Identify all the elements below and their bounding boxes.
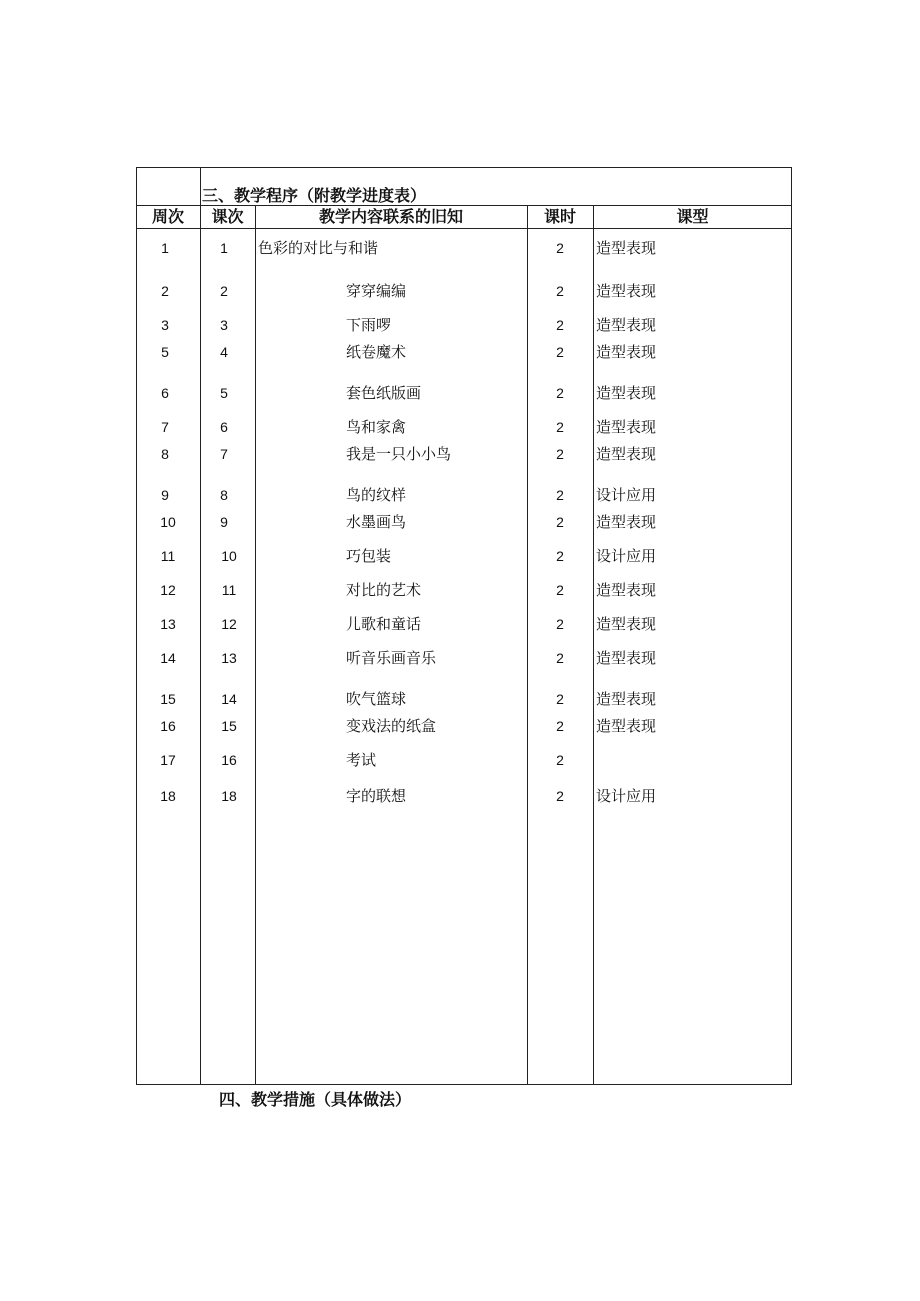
- table-row: [136, 511, 792, 533]
- table-divider: [136, 228, 792, 229]
- hours-cell: 2: [556, 283, 564, 299]
- hours-cell: 2: [556, 514, 564, 530]
- lesson-cell: 11: [221, 582, 237, 598]
- week-cell: 11: [160, 548, 176, 564]
- week-cell: 12: [160, 582, 176, 598]
- content-cell: 吹气篮球: [346, 690, 407, 708]
- content-cell: 鸟和家禽: [346, 418, 407, 436]
- hours-cell: 2: [556, 487, 564, 503]
- header-hours: 课时: [543, 207, 576, 226]
- table-row: [136, 688, 792, 710]
- table-row: [136, 749, 792, 771]
- week-cell: 16: [160, 718, 176, 734]
- week-cell: 7: [161, 419, 169, 435]
- table-divider: [527, 205, 528, 1085]
- next-section-title: 四、教学措施（具体做法）: [219, 1090, 412, 1109]
- content-cell: 听音乐画音乐: [346, 649, 437, 667]
- lesson-cell: 14: [221, 691, 237, 707]
- type-cell: 造型表现: [596, 690, 657, 708]
- content-cell: 穿穿编编: [346, 282, 407, 300]
- content-cell: 水墨画鸟: [346, 513, 407, 531]
- type-cell: 设计应用: [596, 787, 657, 805]
- type-cell: 造型表现: [596, 649, 657, 667]
- lesson-cell: 8: [220, 487, 228, 503]
- content-cell: 变戏法的纸盒: [346, 717, 437, 735]
- week-cell: 3: [161, 317, 169, 333]
- type-cell: 造型表现: [596, 615, 657, 633]
- table-row: [136, 579, 792, 601]
- type-cell: 造型表现: [596, 513, 657, 531]
- hours-cell: 2: [556, 240, 564, 256]
- lesson-cell: 16: [221, 752, 237, 768]
- table-row: [136, 715, 792, 737]
- hours-cell: 2: [556, 419, 564, 435]
- week-cell: 13: [160, 616, 176, 632]
- week-cell: 5: [161, 344, 169, 360]
- table-row: [136, 341, 792, 363]
- type-cell: 造型表现: [596, 717, 657, 735]
- hours-cell: 2: [556, 548, 564, 564]
- type-cell: 造型表现: [596, 316, 657, 334]
- hours-cell: 2: [556, 691, 564, 707]
- week-cell: 10: [160, 514, 176, 530]
- content-cell: 纸卷魔术: [346, 343, 407, 361]
- week-cell: 8: [161, 446, 169, 462]
- table-divider: [593, 205, 594, 1085]
- type-cell: 设计应用: [596, 486, 657, 504]
- header-week: 周次: [151, 207, 184, 226]
- lesson-cell: 6: [220, 419, 228, 435]
- table-row: [136, 785, 792, 807]
- week-cell: 17: [160, 752, 176, 768]
- header-lesson: 课次: [211, 207, 244, 226]
- lesson-cell: 7: [220, 446, 228, 462]
- type-cell: 造型表现: [596, 282, 657, 300]
- type-cell: 造型表现: [596, 581, 657, 599]
- section-title: 三、教学程序（附教学进度表）: [202, 186, 427, 205]
- week-cell: 1: [161, 240, 169, 256]
- hours-cell: 2: [556, 344, 564, 360]
- table-row: [136, 613, 792, 635]
- lesson-cell: 15: [221, 718, 237, 734]
- type-cell: 设计应用: [596, 547, 657, 565]
- hours-cell: 2: [556, 788, 564, 804]
- table-row: [136, 314, 792, 336]
- hours-cell: 2: [556, 317, 564, 333]
- content-cell: 字的联想: [346, 787, 407, 805]
- table-row: [136, 443, 792, 465]
- hours-cell: 2: [556, 616, 564, 632]
- table-row: [136, 545, 792, 567]
- lesson-cell: 12: [221, 616, 237, 632]
- table-row: [136, 382, 792, 404]
- type-cell: 造型表现: [596, 343, 657, 361]
- week-cell: 9: [161, 487, 169, 503]
- table-row: [136, 280, 792, 302]
- lesson-cell: 2: [220, 283, 228, 299]
- week-cell: 14: [160, 650, 176, 666]
- hours-cell: 2: [556, 718, 564, 734]
- content-cell: 套色纸版画: [346, 384, 422, 402]
- type-cell: 造型表现: [596, 239, 657, 257]
- week-cell: 2: [161, 283, 169, 299]
- week-cell: 6: [161, 385, 169, 401]
- table-row: [136, 647, 792, 669]
- content-cell: 我是一只小小鸟: [346, 445, 452, 463]
- header-content: 教学内容联系的旧知: [318, 207, 463, 226]
- lesson-cell: 1: [220, 240, 228, 256]
- hours-cell: 2: [556, 385, 564, 401]
- week-cell: 18: [160, 788, 176, 804]
- type-cell: 造型表现: [596, 418, 657, 436]
- table-row: [136, 416, 792, 438]
- table-divider: [255, 205, 256, 1085]
- content-cell: 鸟的纹样: [346, 486, 407, 504]
- header-type: 课型: [676, 207, 709, 226]
- hours-cell: 2: [556, 650, 564, 666]
- lesson-cell: 10: [221, 548, 237, 564]
- lesson-cell: 9: [220, 514, 228, 530]
- lesson-cell: 18: [221, 788, 237, 804]
- content-cell: 色彩的对比与和谐: [258, 239, 379, 257]
- hours-cell: 2: [556, 446, 564, 462]
- table-row: [136, 237, 792, 259]
- week-cell: 15: [160, 691, 176, 707]
- lesson-cell: 5: [220, 385, 228, 401]
- lesson-cell: 3: [220, 317, 228, 333]
- content-cell: 下雨啰: [346, 316, 392, 334]
- type-cell: 造型表现: [596, 384, 657, 402]
- type-cell: 造型表现: [596, 445, 657, 463]
- hours-cell: 2: [556, 582, 564, 598]
- lesson-cell: 4: [220, 344, 228, 360]
- content-cell: 儿歌和童话: [346, 615, 422, 633]
- content-cell: 对比的艺术: [346, 581, 422, 599]
- hours-cell: 2: [556, 752, 564, 768]
- lesson-cell: 13: [221, 650, 237, 666]
- content-cell: 考试: [346, 751, 377, 769]
- content-cell: 巧包装: [346, 547, 392, 565]
- table-row: [136, 484, 792, 506]
